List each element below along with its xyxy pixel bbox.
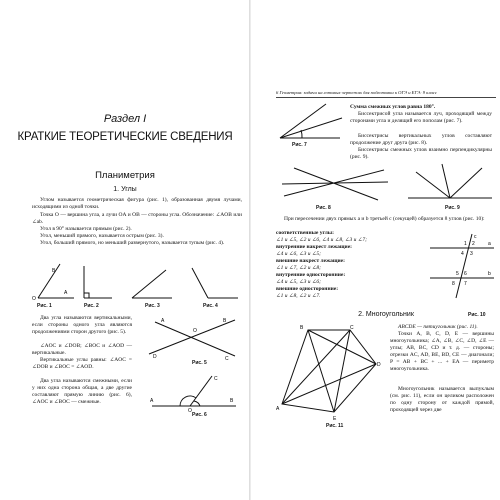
svg-text:D: D (153, 354, 157, 360)
svg-text:c: c (474, 234, 477, 240)
outer-one-side-list: ∠1 и ∠8, ∠2 и ∠7. (276, 293, 321, 299)
figure-10-caption: Рис. 10 (468, 312, 486, 318)
bisector-text: Биссектрисой угла называется луч, проходящий между сторонами угла и делящий его пополам (рис. 7). (350, 111, 492, 124)
figure-7 (276, 102, 346, 142)
svg-text:5: 5 (456, 271, 459, 277)
figure-9 (406, 162, 496, 202)
figure-4-caption: Рис. 4 (203, 303, 218, 309)
convex-polygon-text: Многоугольник называется выпуклым (см. рис. 11), если он целиком расположен по одну сторону от каждой прямой, проходящей через две (390, 386, 494, 413)
section-title: КРАТКИЕ ТЕОРЕТИЧЕСКИЕ СВЕДЕНИЯ (17, 131, 233, 143)
svg-text:7: 7 (464, 281, 467, 287)
vertical-bisector-text: Биссектрисы вертикальных углов составляют продолжение друг друга (рис. 8). (350, 133, 492, 146)
figure-1-caption: Рис. 1 (37, 303, 52, 309)
svg-text:b: b (488, 271, 491, 277)
paragraph-vertical-angles: Два угла называются вертикальными, если стороны одного угла являются продолжениями сторон другого (рис. 5). (32, 315, 132, 335)
svg-text:B: B (230, 398, 234, 404)
svg-text:E: E (333, 416, 337, 422)
paragraph-vertical-pairs: ∠AOC и ∠DOB; ∠BOC и ∠AOD — вертикальные. (32, 343, 132, 356)
svg-text:D: D (377, 362, 381, 368)
figure-11-caption: Рис. 11 (326, 423, 344, 429)
svg-text:O: O (188, 408, 192, 414)
paragraph-right-angle: Угол в 90° называется прямым (рис. 2). (40, 226, 132, 232)
svg-text:8: 8 (452, 281, 455, 287)
inner-one-side-title: внутренние односторонние: (276, 272, 346, 278)
corresponding-list: ∠1 и ∠5, ∠2 и ∠6, ∠4 и ∠8, ∠3 и ∠7; (276, 237, 367, 243)
figure-10 (428, 232, 496, 312)
svg-text:A: A (64, 290, 68, 296)
svg-text:3: 3 (470, 251, 473, 257)
right-page (250, 0, 500, 500)
outer-one-side-title: внешние односторонние: (276, 286, 339, 292)
paragraph-acute-angle: Угол, меньший прямого, называется острым (рис. 3). (40, 233, 164, 239)
svg-text:6: 6 (464, 271, 467, 277)
corresponding-title: соответственные углы: (276, 230, 334, 236)
figure-4 (190, 262, 245, 302)
svg-text:a: a (488, 241, 491, 247)
figure-8-caption: Рис. 8 (316, 205, 331, 211)
svg-text:B: B (223, 318, 227, 324)
inner-cross-title: внутренние накрест лежащие: (276, 244, 353, 250)
polygon-definition: ABCDE — пятиугольник (рис. 11). (398, 324, 478, 330)
svg-text:O: O (193, 328, 197, 334)
svg-text:B: B (300, 325, 304, 331)
polygon-title: 2. Многоугольник (358, 311, 414, 318)
paragraph-angle-definition: Углом называется геометрическая фигура (рис. 1), образованная двумя лучами, исходящими из одной точки. (32, 197, 242, 210)
outer-cross-list: ∠1 и ∠7, ∠2 и ∠8; (276, 265, 322, 271)
inner-cross-list: ∠4 и ∠6, ∠3 и ∠5; (276, 251, 322, 257)
svg-text:A: A (150, 398, 154, 404)
subsection-title: Планиметрия (95, 170, 155, 181)
transversal-text: При пересечении двух прямых a и b третьей c (секущей) образуется 8 углов (рис. 10): (284, 216, 485, 222)
figure-3-caption: Рис. 3 (145, 303, 160, 309)
section-label: Раздел I (103, 113, 147, 125)
svg-text:A: A (161, 318, 165, 324)
header-rule (276, 97, 496, 98)
running-header: 6 Геометрия: задачи на готовых чертежах для подготовки к ОГЭ и ЕГЭ: 9 класс (276, 90, 437, 95)
topic-title: 1. Углы (113, 186, 137, 193)
svg-text:2: 2 (472, 241, 475, 247)
svg-text:O: O (32, 296, 36, 302)
figure-6-caption: Рис. 6 (192, 412, 207, 418)
figure-9-caption: Рис. 9 (445, 205, 460, 211)
figure-7-caption: Рис. 7 (292, 142, 307, 148)
figure-6 (150, 372, 240, 412)
outer-cross-title: внешние накрест лежащие: (276, 258, 345, 264)
figure-5 (145, 316, 240, 361)
figure-8 (280, 162, 390, 202)
svg-text:C: C (225, 356, 229, 362)
figure-11 (276, 322, 386, 422)
figure-2 (78, 262, 118, 302)
svg-text:4: 4 (461, 251, 464, 257)
polygon-elements: Точки A, B, C, D, E — вершины многоугольника; ∠A, ∠B, ∠C, ∠D, ∠E — углы; AB, BC, CD и т. д. — стороны; отрезки AC, AD, BE, BD, CE — диагонали; P = AB + BC + ... + EA — периметр многоугольника. (390, 331, 494, 372)
figure-3 (128, 262, 178, 302)
paragraph-vertex: Точка O — вершина угла, а лучи OA и OB — стороны угла. Обозначение: ∠AOB или ∠ab. (32, 212, 242, 225)
paragraph-vertical-equal: Вертикальные углы равны: ∠AOC = ∠DOB и ∠BOC = ∠AOD. (32, 357, 132, 370)
paragraph-adjacent-angles: Два угла называются смежными, если у них одна сторона общая, а две другие составляют прямую линию (рис. 6), ∠AOC и ∠BOC — смежные. (32, 378, 132, 405)
sum-adjacent-text: Сумма смежных углов равна 180°. (350, 104, 436, 110)
figure-5-caption: Рис. 5 (192, 360, 207, 366)
adjacent-bisector-text: Биссектрисы смежных углов взаимно перпендикулярны (рис. 9). (350, 147, 492, 160)
svg-text:C: C (350, 325, 354, 331)
svg-text:C: C (214, 376, 218, 382)
paragraph-obtuse-angle: Угол, больший прямого, но меньший развернутого, называется тупым (рис. 4). (40, 240, 225, 246)
figure-2-caption: Рис. 2 (84, 303, 99, 309)
svg-text:A: A (276, 406, 280, 412)
inner-one-side-list: ∠4 и ∠5, ∠3 и ∠6; (276, 279, 322, 285)
svg-text:1: 1 (464, 241, 467, 247)
figure-1 (30, 262, 80, 302)
svg-text:B: B (52, 268, 56, 274)
